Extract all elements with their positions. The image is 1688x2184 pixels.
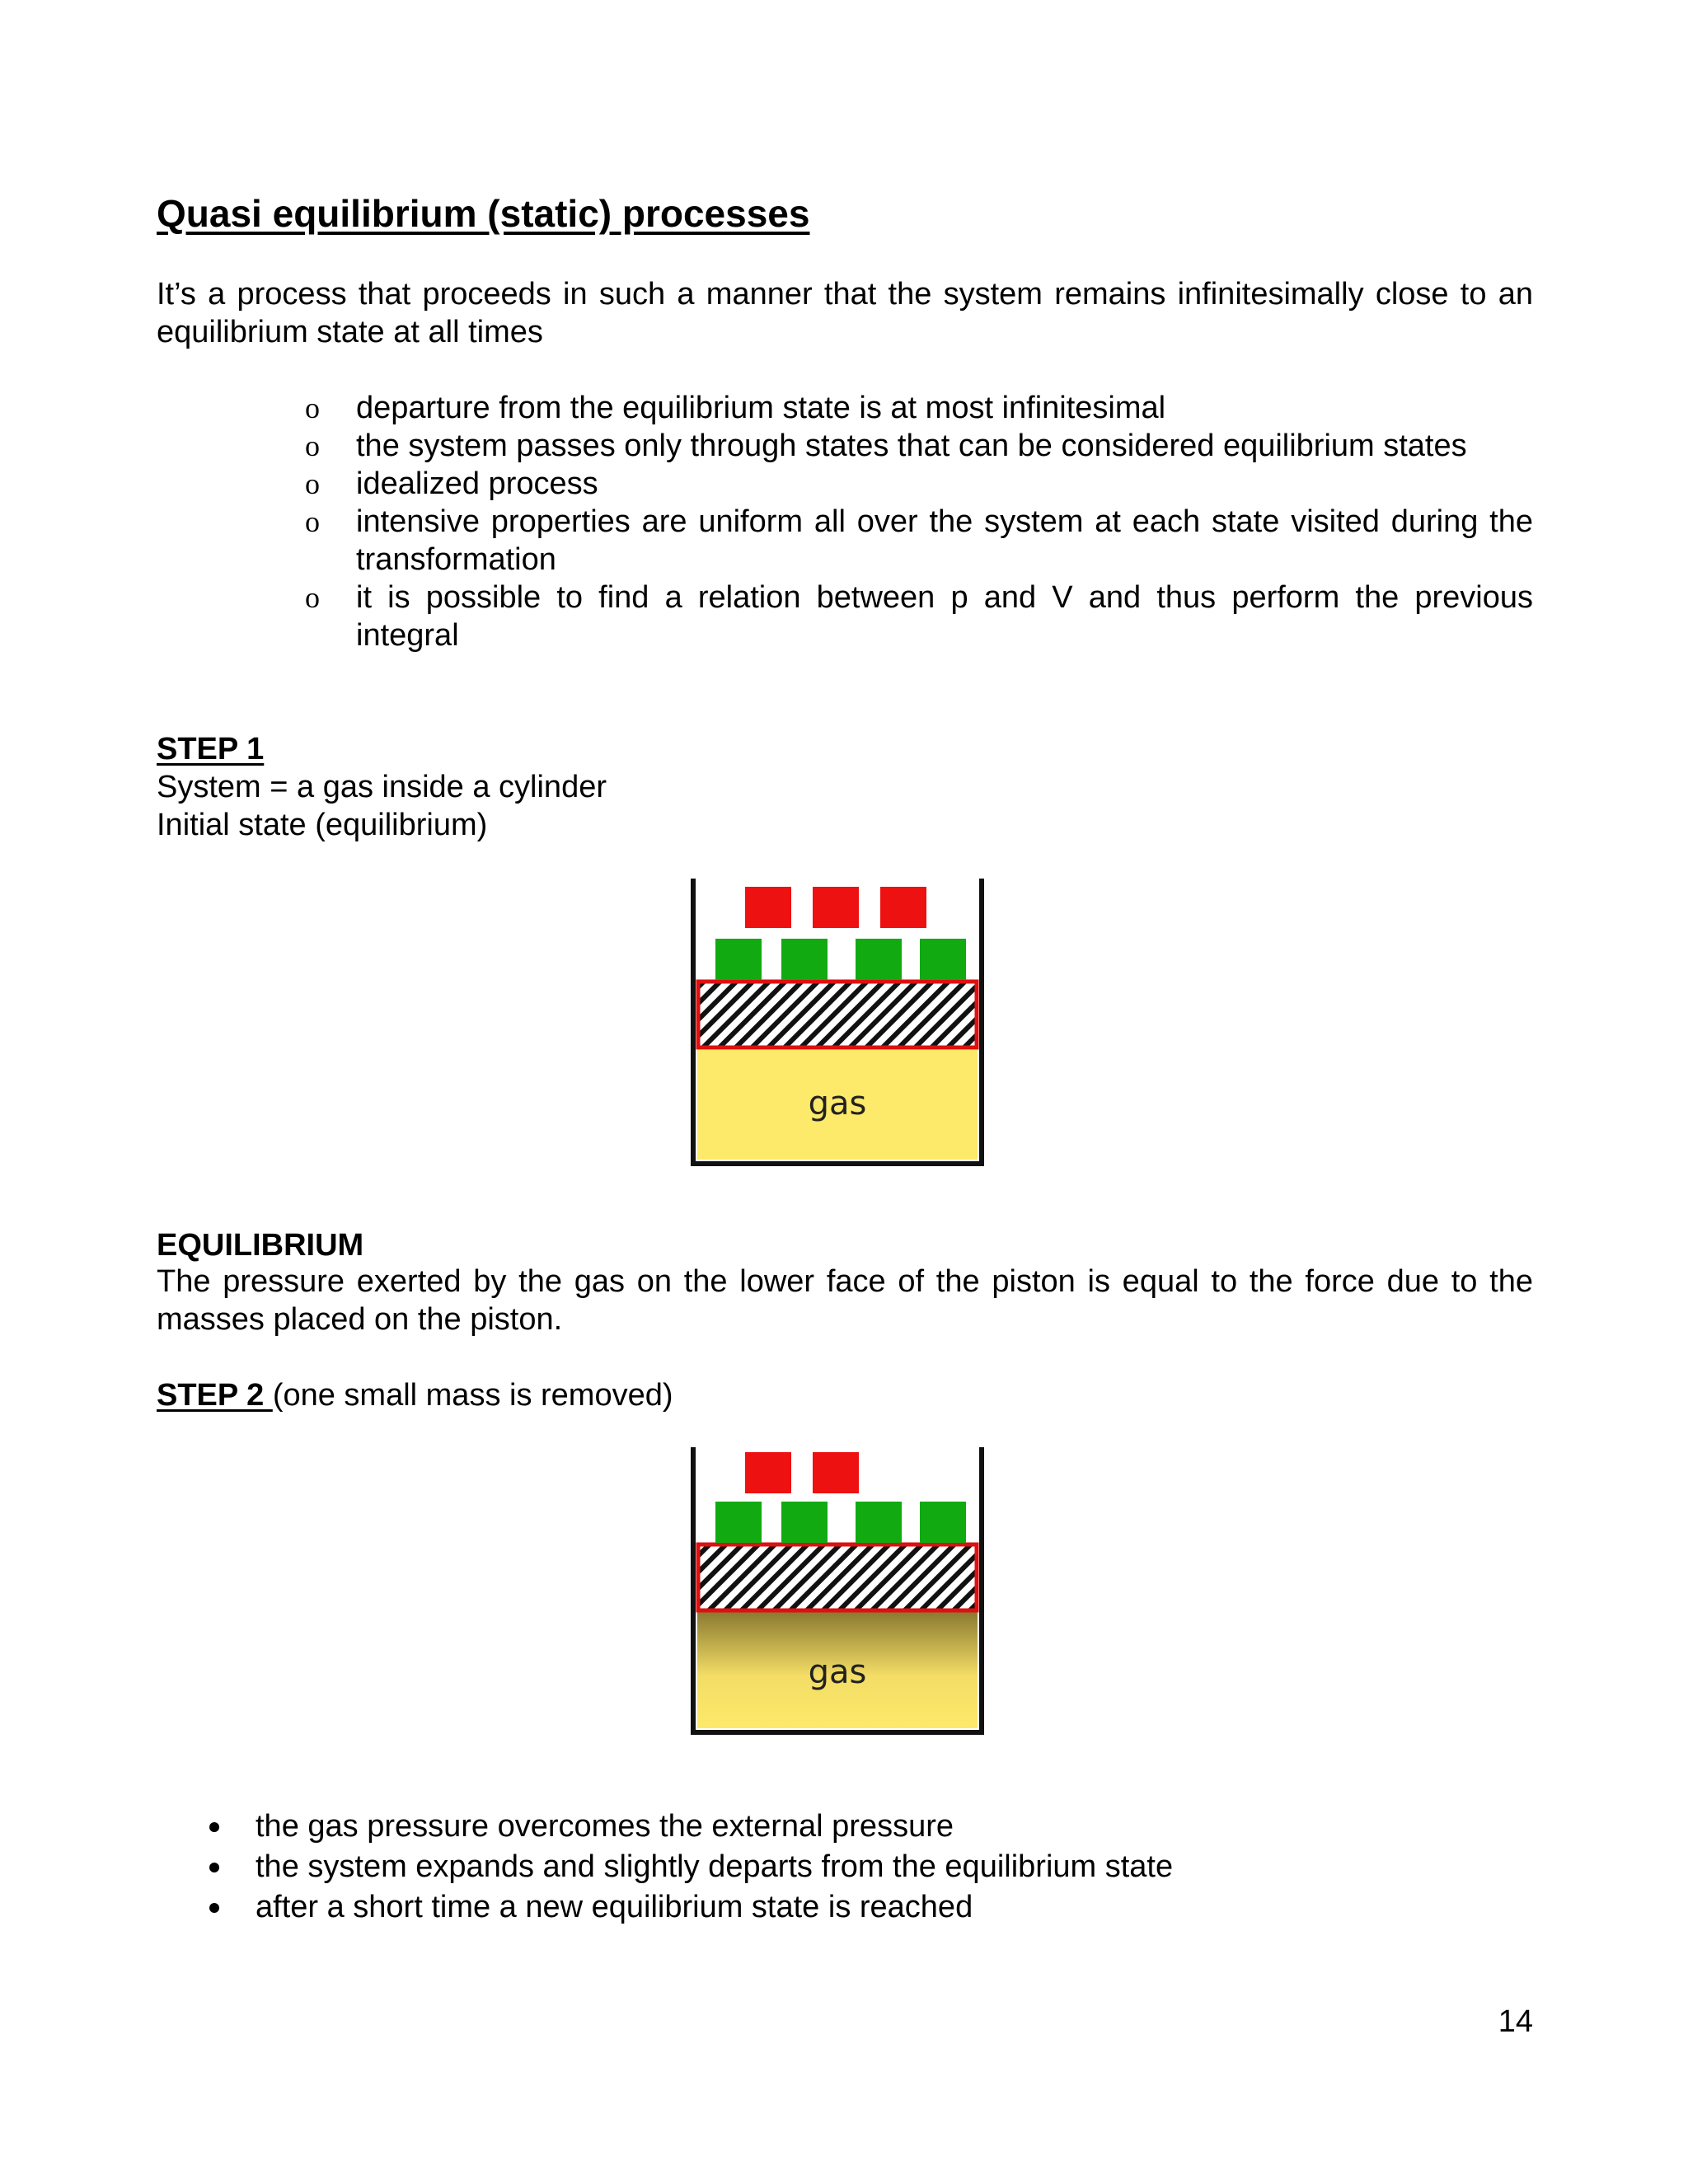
green-mass [715,1502,762,1543]
bullet-icon [209,1903,219,1913]
green-mass [920,939,966,980]
gas-label: gas [808,1653,867,1691]
green-mass [715,939,762,980]
green-mass [920,1502,966,1543]
list-marker: o [305,581,320,614]
properties-list [305,389,1533,654]
list-item [206,1807,1533,1847]
list-item-text: departure from the equilibrium state is at most infinitesimal [356,391,1166,425]
step1-line: Initial state (equilibrium) [157,808,488,842]
cylinder-diagram-step2 [689,1447,986,1737]
step1-line: System = a gas inside a cylinder [157,770,607,804]
list-marker: o [305,429,320,462]
red-mass [813,1452,859,1493]
list-item-text: intensive properties are uniform all over the system at each state visited during the transformation [356,504,1533,577]
gas-label: gas [808,1085,867,1122]
bullet-icon [209,1822,219,1832]
piston [698,1544,977,1610]
list-item [305,503,1533,579]
list-item-text: idealized process [356,466,598,501]
cylinder-diagram-initial [689,879,986,1169]
page-number: 14 [1498,2004,1533,2039]
green-mass [856,939,902,980]
list-item [206,1887,1533,1928]
list-item [305,427,1533,465]
list-item [305,465,1533,503]
intro-paragraph: It’s a process that proceeds in such a manner that the system remains infinitesimally close to an equilibrium state at all times [157,277,1533,349]
step1-heading: STEP 1 [157,732,265,766]
step1-description [157,768,607,844]
step2-note: (one small mass is removed) [272,1378,673,1413]
red-mass [813,887,859,928]
list-item-text: the gas pressure overcomes the external pressure [256,1809,954,1844]
page-title: Quasi equilibrium (static) processes [157,192,810,235]
list-marker: o [305,505,320,538]
cylinder-svg [689,879,986,1169]
equilibrium-heading: EQUILIBRIUM [157,1228,364,1263]
green-mass [781,1502,828,1543]
green-mass [781,939,828,980]
piston [698,982,977,1047]
equilibrium-paragraph: The pressure exerted by the gas on the lower face of the piston is equal to the force due to the masses placed on the piston. [157,1264,1533,1337]
list-item [305,389,1533,427]
list-item-text: after a short time a new equilibrium state is reached [256,1890,973,1924]
cylinder-svg [689,1447,986,1737]
red-mass [880,887,926,928]
list-item-text: the system expands and slightly departs from the equilibrium state [256,1849,1174,1884]
step2-heading: STEP 2 [157,1378,273,1413]
red-mass [745,1452,791,1493]
list-item [206,1847,1533,1887]
list-marker: o [305,467,320,500]
red-mass [745,887,791,928]
list-item [305,579,1533,654]
list-item-text: the system passes only through states that can be considered equilibrium states [356,429,1467,463]
green-mass [856,1502,902,1543]
step2-line [157,1376,673,1414]
list-marker: o [305,391,320,424]
outcomes-list [206,1807,1533,1928]
list-item-text: it is possible to find a relation between p and V and thus perform the previous integral [356,580,1533,653]
bullet-icon [209,1863,219,1872]
